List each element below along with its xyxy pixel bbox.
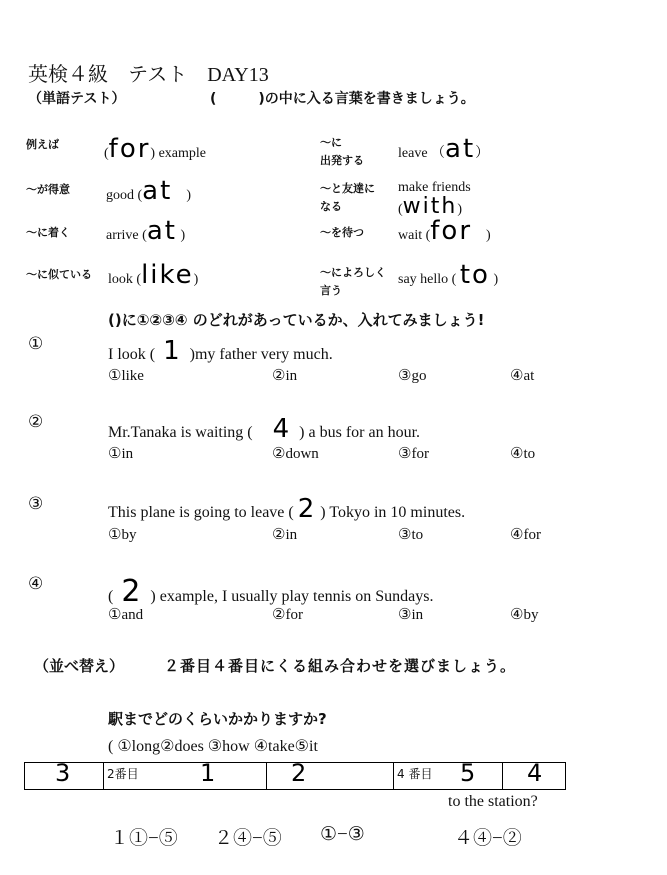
- section3-question: 駅までどのくらいかかりますか?: [108, 710, 327, 728]
- handwritten-answer: 5: [460, 759, 478, 787]
- vocab-text: (with): [398, 194, 463, 219]
- vocab-text: leave （at）: [398, 134, 490, 164]
- handwritten-answer: at: [146, 216, 177, 246]
- question-number: ②: [28, 412, 44, 432]
- handwritten-answer: 1: [200, 759, 218, 787]
- vocab-text: look (like): [108, 260, 199, 290]
- choice-1: １①−⑤: [110, 828, 178, 849]
- vocab-jp: 〜に 出発する: [320, 136, 364, 167]
- option: ③go: [398, 368, 427, 384]
- vocab-jp: 〜に似ている: [26, 268, 92, 281]
- answer-cell: 4 番目 5: [394, 763, 503, 790]
- answer-grid: [24, 759, 566, 790]
- choice-3: ①−③: [320, 824, 365, 845]
- handwritten-answer: 2: [291, 759, 309, 787]
- question-text: ( 2 ) example, I usually play tennis on Sundays.: [108, 574, 434, 609]
- handwritten-answer: at: [445, 134, 476, 164]
- vocab-jp: 〜と友達に なる: [320, 182, 375, 213]
- option: ①like: [108, 368, 144, 384]
- option: ②in: [272, 527, 298, 543]
- option: ②for: [272, 607, 303, 623]
- vocab-jp: 〜を待つ: [320, 226, 364, 239]
- handwritten-answer: for: [108, 134, 151, 164]
- option: ④at: [510, 368, 535, 384]
- option: ④for: [510, 527, 541, 543]
- option: ①and: [108, 607, 144, 623]
- page-title: 英検４級 テスト DAY13: [28, 64, 269, 86]
- section3-label: （並べ替え）: [34, 657, 125, 675]
- option: ④by: [510, 607, 539, 623]
- question-number: ④: [28, 574, 44, 594]
- vocab-text: say hello ( to ): [398, 260, 499, 290]
- section1-instruction: ( )の中に入る言葉を書きましょう。: [210, 91, 475, 107]
- vocab-jp: 〜が得意: [26, 183, 70, 196]
- vocab-text: wait (for ): [398, 216, 491, 246]
- handwritten-answer: 2: [297, 494, 317, 524]
- handwritten-answer: like: [141, 260, 194, 290]
- answer-cell: [267, 759, 394, 790]
- question-text: I look ( 1 )my father very much.: [108, 336, 333, 366]
- handwritten-answer: to: [459, 260, 490, 290]
- handwritten-answer: at: [142, 176, 173, 206]
- answer-cell: 2番目 1: [104, 763, 267, 790]
- section1-label: （単語テスト）: [28, 91, 126, 107]
- question-text: This plane is going to leave ( 2 ) Tokyo in 10 minutes.: [108, 494, 466, 524]
- option: ②down: [272, 446, 319, 462]
- option: ③for: [398, 446, 429, 462]
- answer-cell: [25, 759, 104, 790]
- question-text: Mr.Tanaka is waiting ( 4 ) a bus for an hour.: [108, 414, 421, 444]
- handwritten-answer: 3: [55, 759, 73, 787]
- vocab-jp: 〜によろしく 言う: [320, 266, 386, 297]
- section3-instruction: ２番目４番目にくる組み合わせを選びましょう。: [164, 657, 517, 675]
- handwritten-answer: 4: [272, 414, 292, 444]
- option: ④to: [510, 446, 536, 462]
- vocab-text: make friends: [398, 180, 471, 195]
- vocab-jp: 例えば: [26, 138, 59, 151]
- handwritten-answer: 4: [527, 759, 545, 787]
- vocab-text: (for) example: [104, 134, 207, 164]
- handwritten-answer: with: [402, 194, 458, 219]
- option: ①in: [108, 446, 134, 462]
- choice-2: ２④−⑤: [214, 828, 282, 849]
- question-number: ③: [28, 494, 44, 514]
- vocab-text: arrive (at ): [106, 216, 186, 246]
- handwritten-answer: 2: [121, 574, 143, 609]
- section2-instruction: ()に①②③④ のどれがあっているか、入れてみましょう!: [108, 311, 485, 329]
- word-choices: ( ①long②does ③how ④take⑤it: [108, 738, 318, 755]
- answer-cell: [503, 759, 566, 790]
- question-number: ①: [28, 334, 44, 354]
- handwritten-answer: for: [430, 216, 473, 246]
- option: ①by: [108, 527, 137, 543]
- option: ③to: [398, 527, 424, 543]
- option: ③in: [398, 607, 424, 623]
- handwritten-answer: 1: [163, 336, 182, 366]
- vocab-text: good (at ): [106, 176, 191, 206]
- option: ②in: [272, 368, 298, 384]
- vocab-jp: 〜に着く: [26, 226, 70, 239]
- choice-4: ４④−②: [454, 828, 522, 849]
- sentence-suffix: to the station?: [448, 793, 538, 810]
